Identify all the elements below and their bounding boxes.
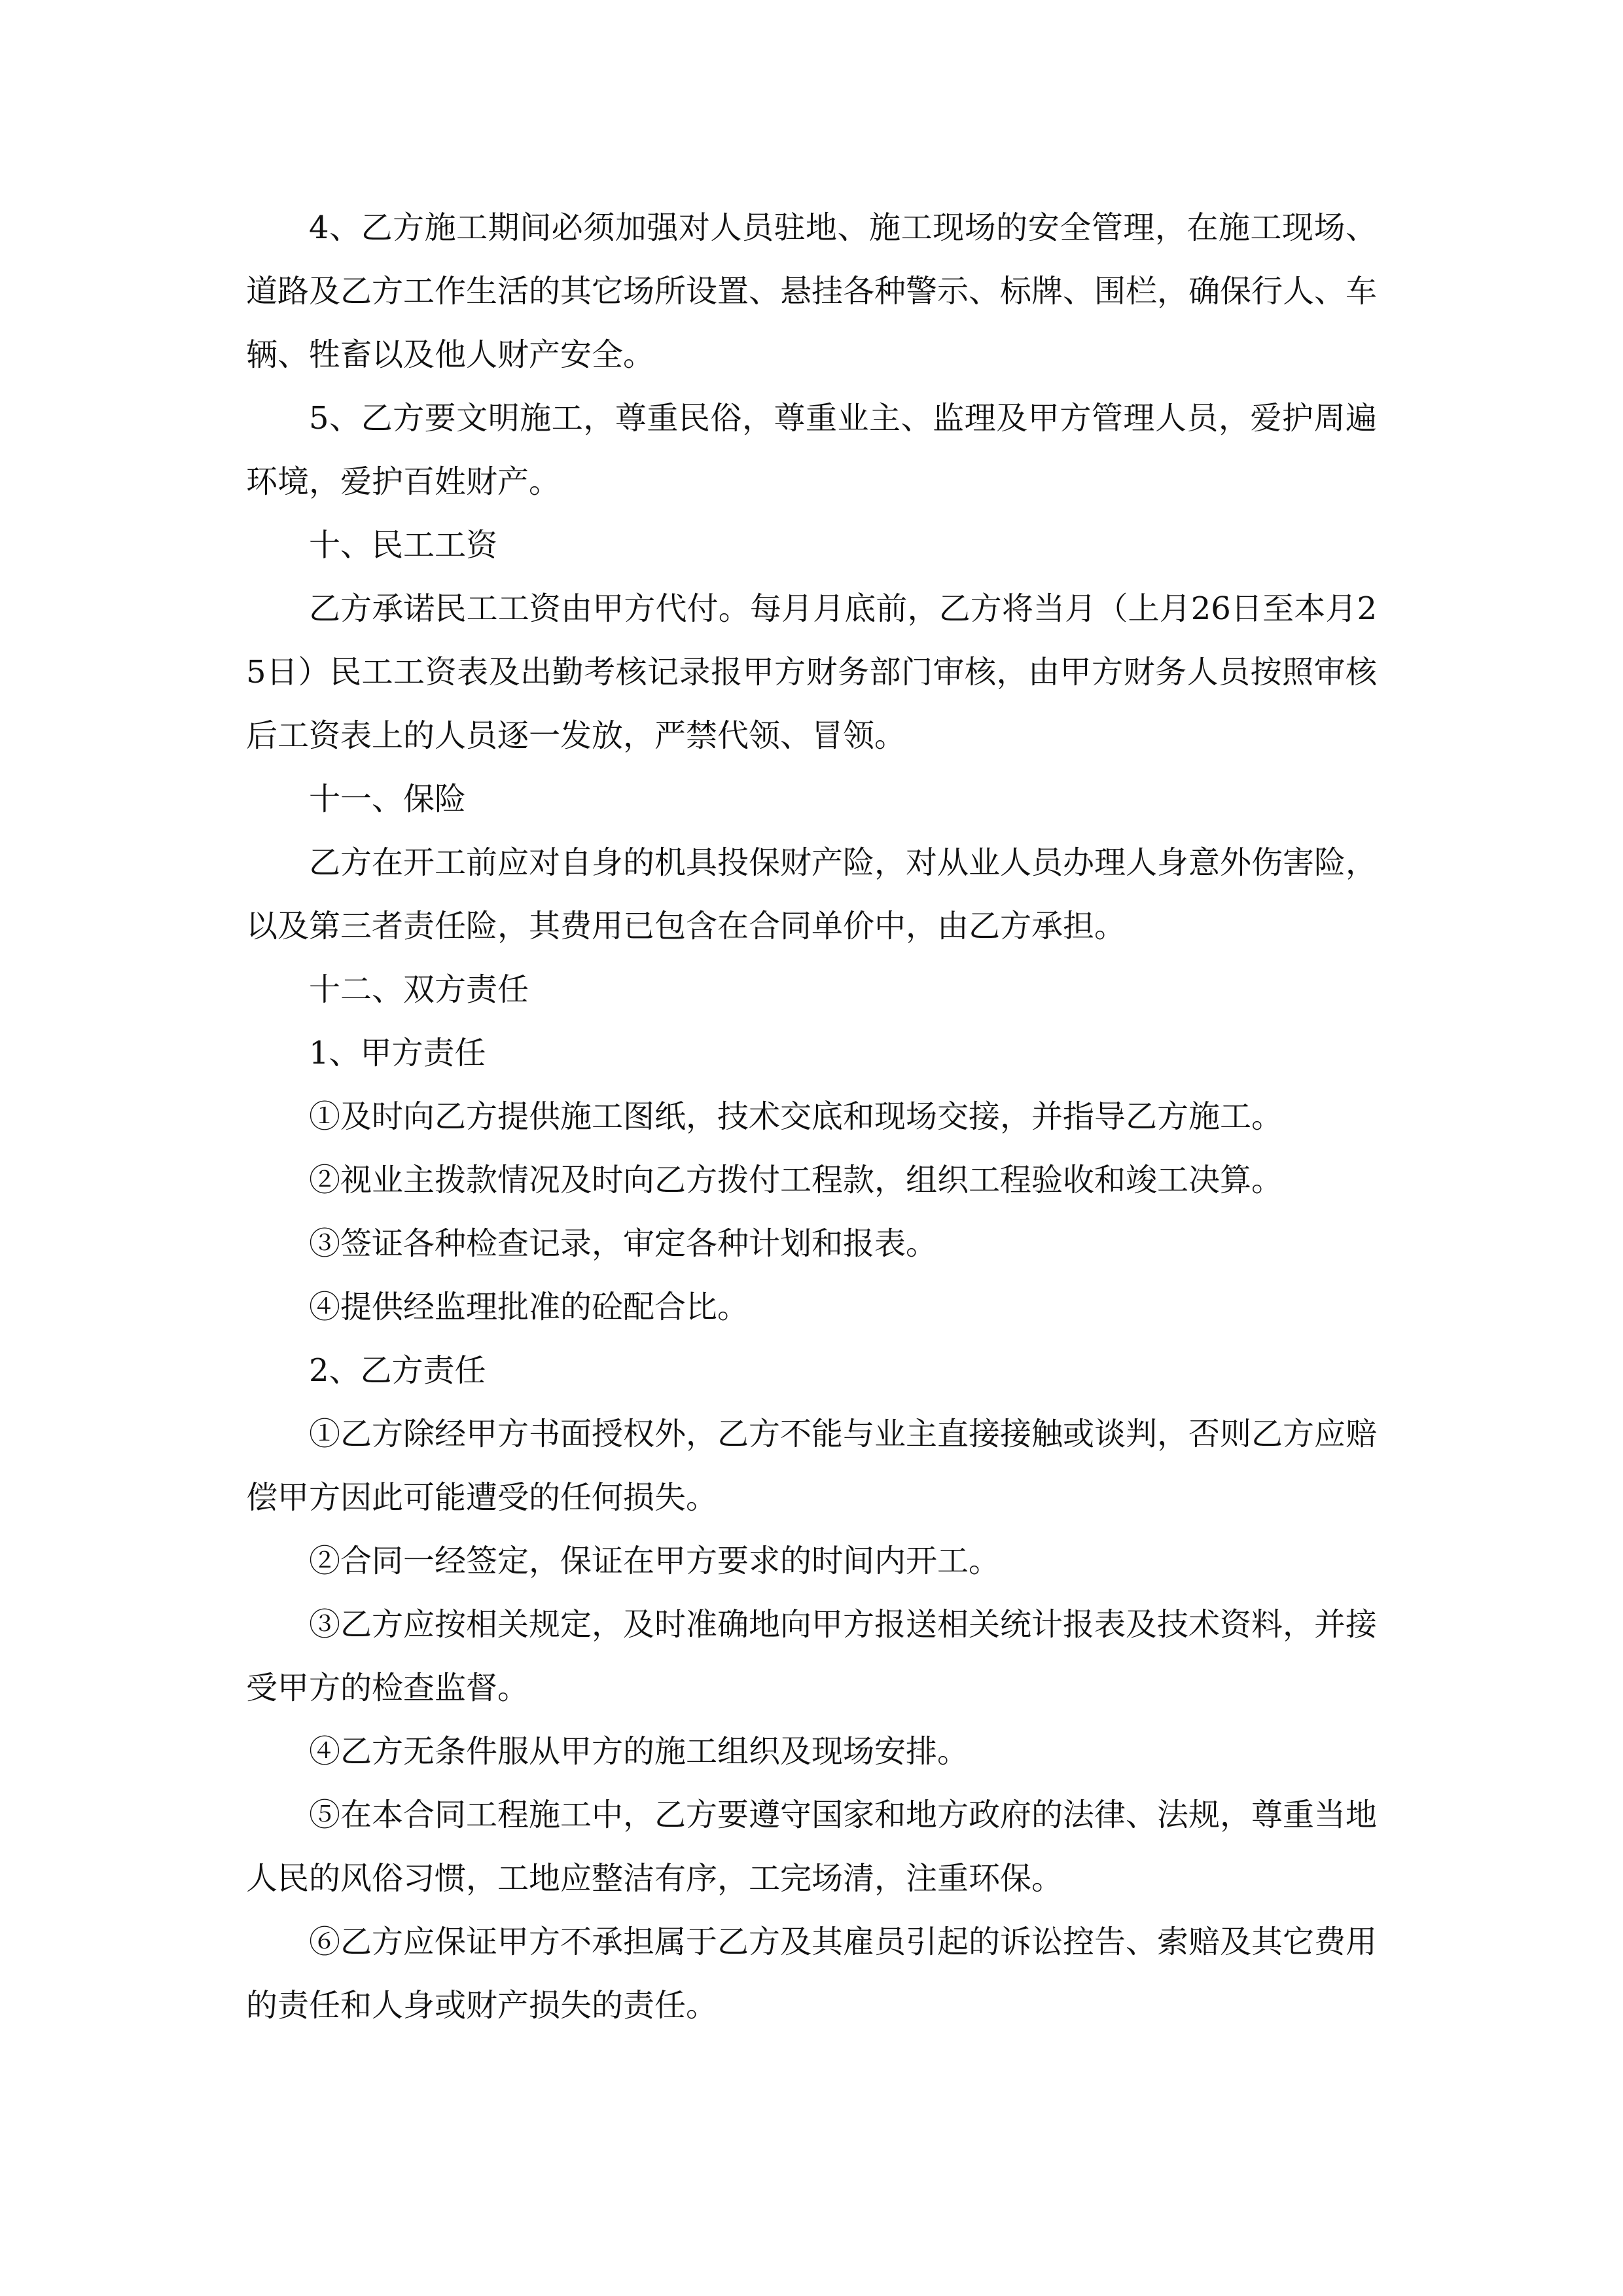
paragraph-insurance: 乙方在开工前应对自身的机具投保财产险，对从业人员办理人身意外伤害险，以及第三者责任险，其费用已包含在合同单价中，由乙方承担。 xyxy=(246,844,1378,944)
paragraph-safety-management: 4、乙方施工期间必须加强对人员驻地、施工现场的安全管理，在施工现场、道路及乙方工作生活的其它场所设置、悬挂各种警示、标牌、围栏，确保行人、车辆、牲畜以及他人财产安全。 xyxy=(246,209,1378,373)
list-item-party-b-1: ①乙方除经甲方书面授权外，乙方不能与业主直接接触或谈判，否则乙方应赔偿甲方因此可能遭受的任何损失。 xyxy=(246,1416,1378,1516)
paragraph-migrant-wages: 乙方承诺民工工资由甲方代付。每月月底前，乙方将当月（上月26日至本月25日）民工工资表及出勤考核记录报甲方财务部门审核，由甲方财务人员按照审核后工资表上的人员逐一发放，严禁代领、冒领。 xyxy=(246,590,1377,754)
list-item-party-b-5: ⑤在本合同工程施工中，乙方要遵守国家和地方政府的法律、法规，尊重当地人民的风俗习惯，工地应整洁有序，工完场清，注重环保。 xyxy=(246,1797,1378,1897)
list-item-party-b-6: ⑥乙方应保证甲方不承担属于乙方及其雇员引起的诉讼控告、索赔及其它费用的责任和人身或财产损失的责任。 xyxy=(246,1924,1378,2024)
subheading-party-a-responsibilities: 1、甲方责任 xyxy=(309,1035,486,1071)
list-item-party-b-4: ④乙方无条件服从甲方的施工组织及现场安排。 xyxy=(309,1733,969,1770)
list-item-party-b-3: ③乙方应按相关规定，及时准确地向甲方报送相关统计报表及技术资料，并接受甲方的检查监督。 xyxy=(246,1606,1378,1706)
list-item-party-a-1: ①及时向乙方提供施工图纸，技术交底和现场交接，并指导乙方施工。 xyxy=(309,1098,1283,1135)
heading-insurance: 十一、保险 xyxy=(309,781,467,817)
list-item-party-a-2: ②视业主拨款情况及时向乙方拨付工程款，组织工程验收和竣工决算。 xyxy=(309,1162,1283,1198)
heading-migrant-wages: 十、民工工资 xyxy=(309,527,498,564)
heading-mutual-responsibilities: 十二、双方责任 xyxy=(309,971,529,1008)
list-item-party-b-2: ②合同一经签定，保证在甲方要求的时间内开工。 xyxy=(309,1543,1001,1579)
list-item-party-a-4: ④提供经监理批准的砼配合比。 xyxy=(309,1289,749,1325)
subheading-party-b-responsibilities: 2、乙方责任 xyxy=(309,1352,486,1389)
paragraph-civilized-construction: 5、乙方要文明施工，尊重民俗，尊重业主、监理及甲方管理人员，爱护周遍环境，爱护百姓财产。 xyxy=(246,400,1377,500)
list-item-party-a-3: ③签证各种检查记录，审定各种计划和报表。 xyxy=(309,1225,938,1262)
document-body xyxy=(246,196,1377,2037)
